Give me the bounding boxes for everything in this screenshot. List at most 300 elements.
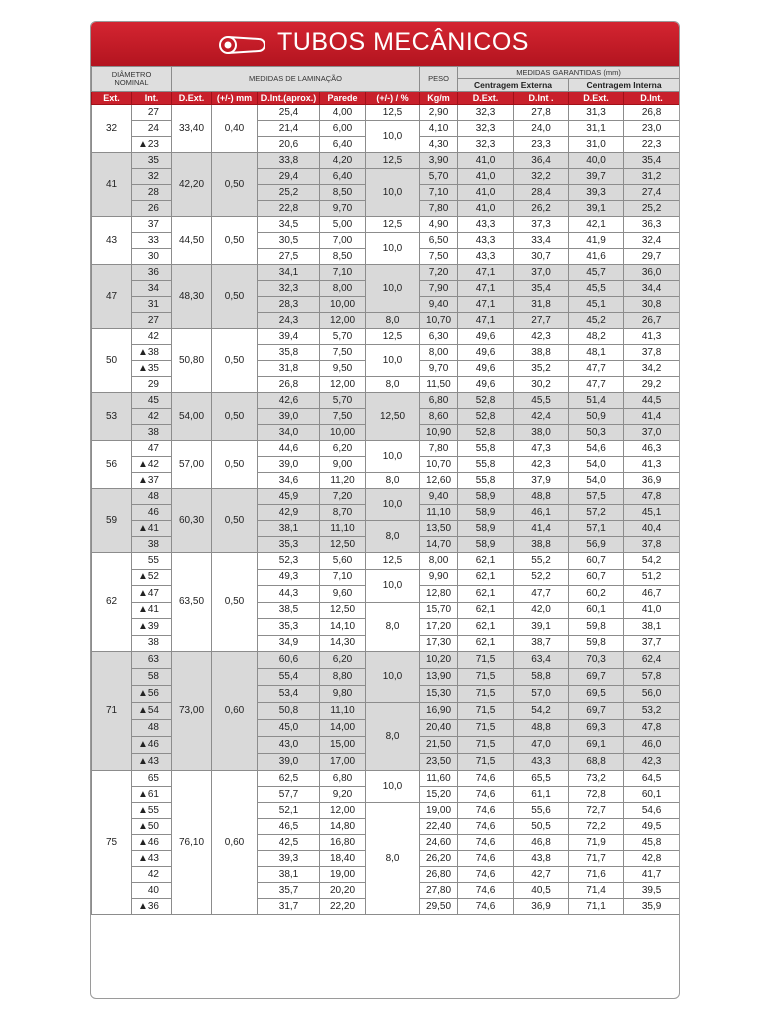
int-nominal-cell: 34	[132, 281, 172, 297]
kg-per-m-cell: 29,50	[420, 899, 458, 915]
d-int-approx-cell: 57,7	[258, 787, 320, 803]
ci-d-ext-cell: 39,1	[569, 201, 624, 217]
parede-cell: 11,10	[320, 521, 366, 537]
table-row	[92, 441, 680, 457]
ce-d-ext-cell: 74,6	[458, 835, 514, 851]
tolerance-mm-cell: 0,50	[212, 553, 258, 652]
kg-per-m-cell: 19,00	[420, 803, 458, 819]
page-title: TUBOS MECÂNICOS	[277, 28, 529, 56]
kg-per-m-cell: 7,80	[420, 441, 458, 457]
int-nominal-cell: 28	[132, 185, 172, 201]
parede-cell: 14,80	[320, 819, 366, 835]
d-int-approx-cell: 42,5	[258, 835, 320, 851]
ci-d-int-cell: 40,4	[624, 521, 680, 537]
kg-per-m-cell: 7,90	[420, 281, 458, 297]
int-nominal-cell: 37	[132, 217, 172, 233]
tolerance-pct-cell: 8,0	[366, 377, 420, 393]
d-int-approx-cell: 38,1	[258, 867, 320, 883]
kg-per-m-cell: 5,70	[420, 169, 458, 185]
column-header: (+/-) mm	[212, 92, 258, 105]
column-header: D.Ext.	[458, 92, 514, 105]
diameter-group	[92, 652, 680, 771]
kg-per-m-cell: 17,30	[420, 635, 458, 652]
kg-per-m-cell: 10,70	[420, 457, 458, 473]
ci-d-ext-cell: 47,7	[569, 377, 624, 393]
int-nominal-cell: 33	[132, 233, 172, 249]
int-nominal-cell: 38	[132, 537, 172, 553]
tolerance-pct-cell: 8,0	[366, 521, 420, 553]
parede-cell: 4,20	[320, 153, 366, 169]
d-int-approx-cell: 20,6	[258, 137, 320, 153]
tolerance-pct-cell: 10,0	[366, 233, 420, 265]
ci-d-int-cell: 30,8	[624, 297, 680, 313]
int-nominal-cell: ▲43	[132, 754, 172, 771]
int-nominal-cell: 48	[132, 489, 172, 505]
column-header: Parede	[320, 92, 366, 105]
ce-d-int-cell: 33,4	[514, 233, 569, 249]
ce-d-int-cell: 47,7	[514, 586, 569, 603]
ci-d-ext-cell: 60,7	[569, 553, 624, 570]
d-int-approx-cell: 34,1	[258, 265, 320, 281]
ci-d-int-cell: 45,1	[624, 505, 680, 521]
ce-d-ext-cell: 74,6	[458, 899, 514, 915]
int-nominal-cell: 38	[132, 425, 172, 441]
parede-cell: 6,00	[320, 121, 366, 137]
ce-d-ext-cell: 55,8	[458, 473, 514, 489]
ci-d-ext-cell: 47,7	[569, 361, 624, 377]
kg-per-m-cell: 9,40	[420, 489, 458, 505]
ce-d-int-cell: 23,3	[514, 137, 569, 153]
ce-d-int-cell: 48,8	[514, 720, 569, 737]
table-row	[92, 153, 680, 169]
table-row	[92, 393, 680, 409]
kg-per-m-cell: 7,80	[420, 201, 458, 217]
tolerance-pct-cell: 10,0	[366, 652, 420, 703]
ci-d-int-cell: 38,1	[624, 619, 680, 636]
d-int-approx-cell: 34,5	[258, 217, 320, 233]
int-nominal-cell: ▲56	[132, 686, 172, 703]
ce-d-ext-cell: 49,6	[458, 377, 514, 393]
d-int-approx-cell: 35,3	[258, 619, 320, 636]
parede-cell: 8,50	[320, 185, 366, 201]
ce-d-ext-cell: 62,1	[458, 553, 514, 570]
parede-cell: 20,20	[320, 883, 366, 899]
int-nominal-cell: ▲39	[132, 619, 172, 636]
parede-cell: 12,50	[320, 537, 366, 553]
ce-d-int-cell: 28,4	[514, 185, 569, 201]
tolerance-mm-cell: 0,60	[212, 652, 258, 771]
int-nominal-cell: 26	[132, 201, 172, 217]
ci-d-int-cell: 27,4	[624, 185, 680, 201]
d-int-approx-cell: 44,6	[258, 441, 320, 457]
column-header: (+/-) / %	[366, 92, 420, 105]
int-nominal-cell: ▲38	[132, 345, 172, 361]
ce-d-int-cell: 39,1	[514, 619, 569, 636]
ce-d-ext-cell: 58,9	[458, 505, 514, 521]
ci-d-ext-cell: 31,1	[569, 121, 624, 137]
kg-per-m-cell: 10,70	[420, 313, 458, 329]
ci-d-int-cell: 36,9	[624, 473, 680, 489]
ci-d-int-cell: 46,3	[624, 441, 680, 457]
d-int-approx-cell: 42,9	[258, 505, 320, 521]
d-int-approx-cell: 25,4	[258, 105, 320, 121]
column-header: Kg/m	[420, 92, 458, 105]
int-nominal-cell: ▲41	[132, 521, 172, 537]
ci-d-ext-cell: 70,3	[569, 652, 624, 669]
int-nominal-cell: ▲23	[132, 137, 172, 153]
tolerance-mm-cell: 0,50	[212, 329, 258, 393]
ext-nominal-cell: 59	[92, 489, 132, 553]
ci-d-int-cell: 49,5	[624, 819, 680, 835]
ci-d-ext-cell: 54,6	[569, 441, 624, 457]
kg-per-m-cell: 15,20	[420, 787, 458, 803]
ci-d-ext-cell: 71,7	[569, 851, 624, 867]
ce-d-int-cell: 38,7	[514, 635, 569, 652]
ce-d-ext-cell: 74,6	[458, 867, 514, 883]
parede-cell: 9,50	[320, 361, 366, 377]
ci-d-ext-cell: 69,7	[569, 703, 624, 720]
ce-d-ext-cell: 49,6	[458, 361, 514, 377]
int-nominal-cell: 30	[132, 249, 172, 265]
ce-d-int-cell: 38,8	[514, 345, 569, 361]
ci-d-int-cell: 42,8	[624, 851, 680, 867]
spec-card	[90, 21, 680, 999]
int-nominal-cell: ▲52	[132, 569, 172, 586]
title-banner	[91, 22, 679, 66]
ci-d-ext-cell: 69,1	[569, 737, 624, 754]
int-nominal-cell: 32	[132, 169, 172, 185]
kg-per-m-cell: 15,30	[420, 686, 458, 703]
ce-d-int-cell: 43,3	[514, 754, 569, 771]
tolerance-mm-cell: 0,50	[212, 441, 258, 489]
kg-per-m-cell: 6,80	[420, 393, 458, 409]
parede-cell: 7,50	[320, 409, 366, 425]
ce-d-ext-cell: 47,1	[458, 265, 514, 281]
ce-d-int-cell: 45,5	[514, 393, 569, 409]
parede-cell: 4,00	[320, 105, 366, 121]
kg-per-m-cell: 14,70	[420, 537, 458, 553]
ce-d-int-cell: 31,8	[514, 297, 569, 313]
ci-d-int-cell: 35,9	[624, 899, 680, 915]
ci-d-ext-cell: 72,7	[569, 803, 624, 819]
ce-d-int-cell: 35,4	[514, 281, 569, 297]
ce-d-ext-cell: 47,1	[458, 297, 514, 313]
ci-d-ext-cell: 41,9	[569, 233, 624, 249]
kg-per-m-cell: 12,60	[420, 473, 458, 489]
ce-d-int-cell: 42,4	[514, 409, 569, 425]
ext-nominal-cell: 71	[92, 652, 132, 771]
d-int-approx-cell: 22,8	[258, 201, 320, 217]
ci-d-ext-cell: 69,7	[569, 669, 624, 686]
int-nominal-cell: ▲42	[132, 457, 172, 473]
ci-d-int-cell: 46,7	[624, 586, 680, 603]
diameter-group	[92, 771, 680, 915]
d-int-approx-cell: 21,4	[258, 121, 320, 137]
kg-per-m-cell: 10,90	[420, 425, 458, 441]
column-header: D.Int.(aprox.)	[258, 92, 320, 105]
d-int-approx-cell: 35,3	[258, 537, 320, 553]
d-int-approx-cell: 39,0	[258, 457, 320, 473]
table-row	[92, 652, 680, 669]
ci-d-ext-cell: 39,3	[569, 185, 624, 201]
int-nominal-cell: 45	[132, 393, 172, 409]
ce-d-ext-cell: 43,3	[458, 233, 514, 249]
d-ext-cell: 76,10	[172, 771, 212, 915]
d-int-approx-cell: 53,4	[258, 686, 320, 703]
ce-d-int-cell: 46,1	[514, 505, 569, 521]
ce-d-int-cell: 63,4	[514, 652, 569, 669]
int-nominal-cell: ▲41	[132, 602, 172, 619]
diameter-group	[92, 441, 680, 489]
tolerance-pct-cell: 10,0	[366, 441, 420, 473]
d-int-approx-cell: 55,4	[258, 669, 320, 686]
int-nominal-cell: ▲50	[132, 819, 172, 835]
int-nominal-cell: 36	[132, 265, 172, 281]
int-nominal-cell: 58	[132, 669, 172, 686]
ce-d-int-cell: 30,2	[514, 377, 569, 393]
kg-per-m-cell: 13,90	[420, 669, 458, 686]
parede-cell: 12,00	[320, 313, 366, 329]
parede-cell: 16,80	[320, 835, 366, 851]
tolerance-mm-cell: 0,50	[212, 489, 258, 553]
ce-d-int-cell: 37,0	[514, 265, 569, 281]
ce-d-ext-cell: 41,0	[458, 153, 514, 169]
parede-cell: 11,20	[320, 473, 366, 489]
parede-cell: 9,00	[320, 457, 366, 473]
int-nominal-cell: 27	[132, 105, 172, 121]
ci-d-int-cell: 23,0	[624, 121, 680, 137]
ce-d-ext-cell: 74,6	[458, 771, 514, 787]
column-header: D.Int.	[624, 92, 680, 105]
tolerance-pct-cell: 8,0	[366, 803, 420, 915]
ci-d-ext-cell: 59,8	[569, 619, 624, 636]
int-nominal-cell: ▲47	[132, 586, 172, 603]
int-nominal-cell: 47	[132, 441, 172, 457]
d-int-approx-cell: 39,4	[258, 329, 320, 345]
ci-d-int-cell: 45,8	[624, 835, 680, 851]
ce-d-ext-cell: 62,1	[458, 569, 514, 586]
d-int-approx-cell: 29,4	[258, 169, 320, 185]
ce-d-ext-cell: 41,0	[458, 201, 514, 217]
ext-nominal-cell: 56	[92, 441, 132, 489]
ext-nominal-cell: 53	[92, 393, 132, 441]
ci-d-int-cell: 41,7	[624, 867, 680, 883]
d-int-approx-cell: 38,5	[258, 602, 320, 619]
parede-cell: 7,10	[320, 569, 366, 586]
d-int-approx-cell: 52,1	[258, 803, 320, 819]
parede-cell: 17,00	[320, 754, 366, 771]
tolerance-mm-cell: 0,50	[212, 265, 258, 329]
parede-cell: 7,50	[320, 345, 366, 361]
int-nominal-cell: 46	[132, 505, 172, 521]
ce-d-int-cell: 26,2	[514, 201, 569, 217]
d-ext-cell: 48,30	[172, 265, 212, 329]
parede-cell: 9,80	[320, 686, 366, 703]
ce-d-ext-cell: 47,1	[458, 313, 514, 329]
ce-d-ext-cell: 71,5	[458, 737, 514, 754]
kg-per-m-cell: 16,90	[420, 703, 458, 720]
parede-cell: 9,70	[320, 201, 366, 217]
int-nominal-cell: 27	[132, 313, 172, 329]
diameter-group	[92, 217, 680, 265]
kg-per-m-cell: 4,30	[420, 137, 458, 153]
ci-d-ext-cell: 57,1	[569, 521, 624, 537]
ci-d-ext-cell: 41,6	[569, 249, 624, 265]
kg-per-m-cell: 24,60	[420, 835, 458, 851]
ci-d-ext-cell: 31,3	[569, 105, 624, 121]
tolerance-pct-cell: 10,0	[366, 569, 420, 602]
ci-d-int-cell: 44,5	[624, 393, 680, 409]
column-header: Ext.	[92, 92, 132, 105]
ci-d-int-cell: 53,2	[624, 703, 680, 720]
centragem-interna-header: Centragem Interna	[569, 79, 680, 92]
ce-d-int-cell: 42,3	[514, 457, 569, 473]
tolerance-pct-cell: 10,0	[366, 771, 420, 803]
ce-d-ext-cell: 41,0	[458, 169, 514, 185]
int-nominal-cell: 29	[132, 377, 172, 393]
ci-d-int-cell: 35,4	[624, 153, 680, 169]
ce-d-int-cell: 27,7	[514, 313, 569, 329]
column-header-row	[92, 92, 680, 105]
kg-per-m-cell: 17,20	[420, 619, 458, 636]
ci-d-ext-cell: 48,1	[569, 345, 624, 361]
d-int-approx-cell: 45,0	[258, 720, 320, 737]
ce-d-ext-cell: 32,3	[458, 105, 514, 121]
parede-cell: 6,40	[320, 137, 366, 153]
d-int-approx-cell: 26,8	[258, 377, 320, 393]
kg-per-m-cell: 15,70	[420, 602, 458, 619]
ci-d-int-cell: 51,2	[624, 569, 680, 586]
parede-cell: 10,00	[320, 297, 366, 313]
table-row	[92, 265, 680, 281]
d-int-approx-cell: 34,6	[258, 473, 320, 489]
d-int-approx-cell: 38,1	[258, 521, 320, 537]
ce-d-int-cell: 57,0	[514, 686, 569, 703]
d-int-approx-cell: 45,9	[258, 489, 320, 505]
ci-d-ext-cell: 68,8	[569, 754, 624, 771]
ci-d-int-cell: 36,3	[624, 217, 680, 233]
ce-d-ext-cell: 52,8	[458, 425, 514, 441]
tolerance-pct-cell: 12,5	[366, 105, 420, 121]
int-nominal-cell: ▲36	[132, 899, 172, 915]
kg-per-m-cell: 6,50	[420, 233, 458, 249]
ci-d-int-cell: 42,3	[624, 754, 680, 771]
medidas-laminacao-header: MEDIDAS DE LAMINAÇÃO	[172, 67, 420, 92]
ce-d-int-cell: 55,2	[514, 553, 569, 570]
kg-per-m-cell: 8,00	[420, 345, 458, 361]
parede-cell: 11,10	[320, 703, 366, 720]
parede-cell: 9,60	[320, 586, 366, 603]
ci-d-ext-cell: 45,7	[569, 265, 624, 281]
ci-d-ext-cell: 50,3	[569, 425, 624, 441]
diametro-nominal-header: DIÂMETRO NOMINAL	[92, 67, 172, 92]
parede-cell: 14,10	[320, 619, 366, 636]
ci-d-int-cell: 57,8	[624, 669, 680, 686]
ext-nominal-cell: 43	[92, 217, 132, 265]
int-nominal-cell: 24	[132, 121, 172, 137]
ce-d-ext-cell: 55,8	[458, 441, 514, 457]
d-int-approx-cell: 33,8	[258, 153, 320, 169]
ci-d-ext-cell: 54,0	[569, 473, 624, 489]
d-int-approx-cell: 31,8	[258, 361, 320, 377]
kg-per-m-cell: 22,40	[420, 819, 458, 835]
kg-per-m-cell: 26,20	[420, 851, 458, 867]
d-int-approx-cell: 50,8	[258, 703, 320, 720]
d-int-approx-cell: 46,5	[258, 819, 320, 835]
ext-nominal-cell: 75	[92, 771, 132, 915]
d-ext-cell: 73,00	[172, 652, 212, 771]
column-header: D.Ext.	[569, 92, 624, 105]
ci-d-ext-cell: 39,7	[569, 169, 624, 185]
ci-d-ext-cell: 45,5	[569, 281, 624, 297]
d-ext-cell: 54,00	[172, 393, 212, 441]
tolerance-pct-cell: 12,5	[366, 217, 420, 233]
ce-d-ext-cell: 71,5	[458, 754, 514, 771]
parede-cell: 7,10	[320, 265, 366, 281]
ce-d-int-cell: 50,5	[514, 819, 569, 835]
ce-d-int-cell: 37,3	[514, 217, 569, 233]
tolerance-pct-cell: 10,0	[366, 265, 420, 313]
kg-per-m-cell: 8,60	[420, 409, 458, 425]
d-int-approx-cell: 28,3	[258, 297, 320, 313]
int-nominal-cell: 31	[132, 297, 172, 313]
peso-header: PESO	[420, 67, 458, 92]
d-int-approx-cell: 32,3	[258, 281, 320, 297]
ci-d-int-cell: 47,8	[624, 489, 680, 505]
ce-d-ext-cell: 74,6	[458, 819, 514, 835]
int-nominal-cell: 42	[132, 867, 172, 883]
ci-d-ext-cell: 69,3	[569, 720, 624, 737]
d-int-approx-cell: 49,3	[258, 569, 320, 586]
kg-per-m-cell: 11,50	[420, 377, 458, 393]
kg-per-m-cell: 13,50	[420, 521, 458, 537]
kg-per-m-cell: 23,50	[420, 754, 458, 771]
int-nominal-cell: ▲35	[132, 361, 172, 377]
ci-d-int-cell: 54,6	[624, 803, 680, 819]
d-ext-cell: 57,00	[172, 441, 212, 489]
parede-cell: 22,20	[320, 899, 366, 915]
ci-d-int-cell: 41,3	[624, 329, 680, 345]
d-int-approx-cell: 39,0	[258, 754, 320, 771]
int-nominal-cell: ▲46	[132, 737, 172, 754]
ce-d-int-cell: 37,9	[514, 473, 569, 489]
ce-d-int-cell: 27,8	[514, 105, 569, 121]
ci-d-ext-cell: 71,4	[569, 883, 624, 899]
ce-d-ext-cell: 32,3	[458, 137, 514, 153]
kg-per-m-cell: 4,10	[420, 121, 458, 137]
ce-d-int-cell: 65,5	[514, 771, 569, 787]
ci-d-ext-cell: 50,9	[569, 409, 624, 425]
ci-d-int-cell: 29,7	[624, 249, 680, 265]
ce-d-ext-cell: 47,1	[458, 281, 514, 297]
ce-d-int-cell: 54,2	[514, 703, 569, 720]
ci-d-ext-cell: 60,1	[569, 602, 624, 619]
table-row	[92, 217, 680, 233]
parede-cell: 8,80	[320, 669, 366, 686]
d-int-approx-cell: 35,8	[258, 345, 320, 361]
parede-cell: 6,20	[320, 652, 366, 669]
parede-cell: 18,40	[320, 851, 366, 867]
parede-cell: 19,00	[320, 867, 366, 883]
column-header: D.Ext.	[172, 92, 212, 105]
int-nominal-cell: 38	[132, 635, 172, 652]
int-nominal-cell: 42	[132, 409, 172, 425]
kg-per-m-cell: 11,60	[420, 771, 458, 787]
d-int-approx-cell: 34,9	[258, 635, 320, 652]
kg-per-m-cell: 7,50	[420, 249, 458, 265]
d-int-approx-cell: 44,3	[258, 586, 320, 603]
ce-d-int-cell: 47,3	[514, 441, 569, 457]
